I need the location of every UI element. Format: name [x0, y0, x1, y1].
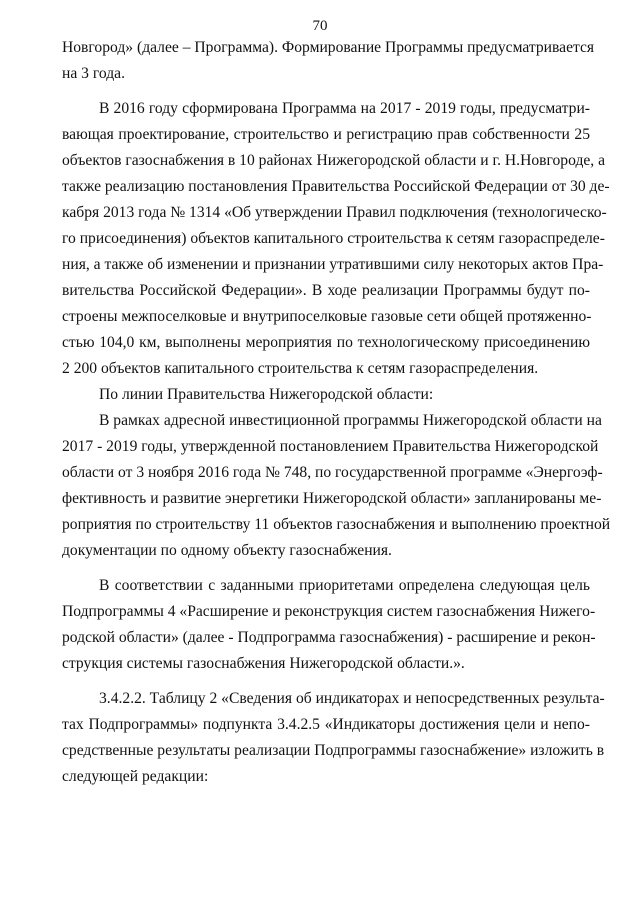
- text-line: родской области» (далее - Подпрограмма газоснабжения) - расширение и рекон-: [62, 629, 596, 646]
- text-line: ния, а также об изменении и признании утратившими силу некоторых актов Пра-: [62, 256, 604, 273]
- text-line: 2017 - 2019 годы, утвержденной постановлением Правительства Нижегородской: [62, 438, 599, 455]
- text-line: объектов газоснабжения в 10 районах Нижегородской области и г. Н.Новгороде, а: [62, 152, 606, 169]
- text-line: вающая проектирование, строительство и регистрацию прав собственности 25: [62, 126, 590, 143]
- text-line: строены межпоселковые и внутрипоселковые газовые сети общей протяженно-: [62, 308, 592, 325]
- text-line: роприятия по строительству 11 объектов газоснабжения и выполнению проектной: [62, 516, 611, 533]
- text-line: Новгород» (далее – Программа). Формирование Программы предусматривается: [62, 39, 595, 56]
- text-line: стью 104,0 км, выполнены мероприятия по технологическому присоединению: [62, 334, 590, 351]
- text-line: В соответствии с заданными приоритетами определена следующая цель: [99, 577, 590, 594]
- text-line: В 2016 году сформирована Программа на 2017 - 2019 годы, предусматри-: [99, 100, 590, 117]
- document-body: [62, 35, 611, 790]
- text-line: средственные результаты реализации Подпрограммы газоснабжение» изложить в: [62, 742, 605, 759]
- text-line: тах Подпрограммы» подпункта 3.4.2.5 «Индикаторы достижения цели и непо-: [62, 716, 590, 733]
- text-line: на 3 года.: [62, 65, 125, 82]
- text-line: вительства Российской Федерации». В ходе реализации Программы будут по-: [62, 282, 590, 299]
- text-line: документации по одному объекту газоснабжения.: [62, 542, 392, 559]
- page-number: 70: [312, 18, 328, 34]
- text-line: 2 200 объектов капитального строительства к сетям газораспределения.: [62, 360, 539, 377]
- text-line: следующей редакции:: [62, 768, 209, 785]
- text-line: струкция системы газоснабжения Нижегородской области.».: [62, 655, 465, 672]
- text-line: области от 3 ноября 2016 года № 748, по государственной программе «Энергоэф-: [62, 464, 603, 481]
- text-line: 3.4.2.2. Таблицу 2 «Сведения об индикаторах и непосредственных результа-: [99, 690, 605, 707]
- text-line: го присоединения) объектов капитального строительства к сетям газораспределе-: [62, 230, 605, 247]
- text-line: кабря 2013 года № 1314 «Об утверждении Правил подключения (технологическо-: [62, 204, 607, 221]
- text-line: также реализацию постановления Правительства Российской Федерации от 30 де-: [62, 178, 610, 195]
- text-line: По линии Правительства Нижегородской области:: [99, 386, 434, 403]
- text-line: фективность и развитие энергетики Нижегородской области» запланированы ме-: [62, 490, 602, 507]
- text-line: В рамках адресной инвестиционной программы Нижегородской области на: [99, 412, 602, 429]
- text-line: Подпрограммы 4 «Расширение и реконструкция систем газоснабжения Нижего-: [62, 603, 596, 620]
